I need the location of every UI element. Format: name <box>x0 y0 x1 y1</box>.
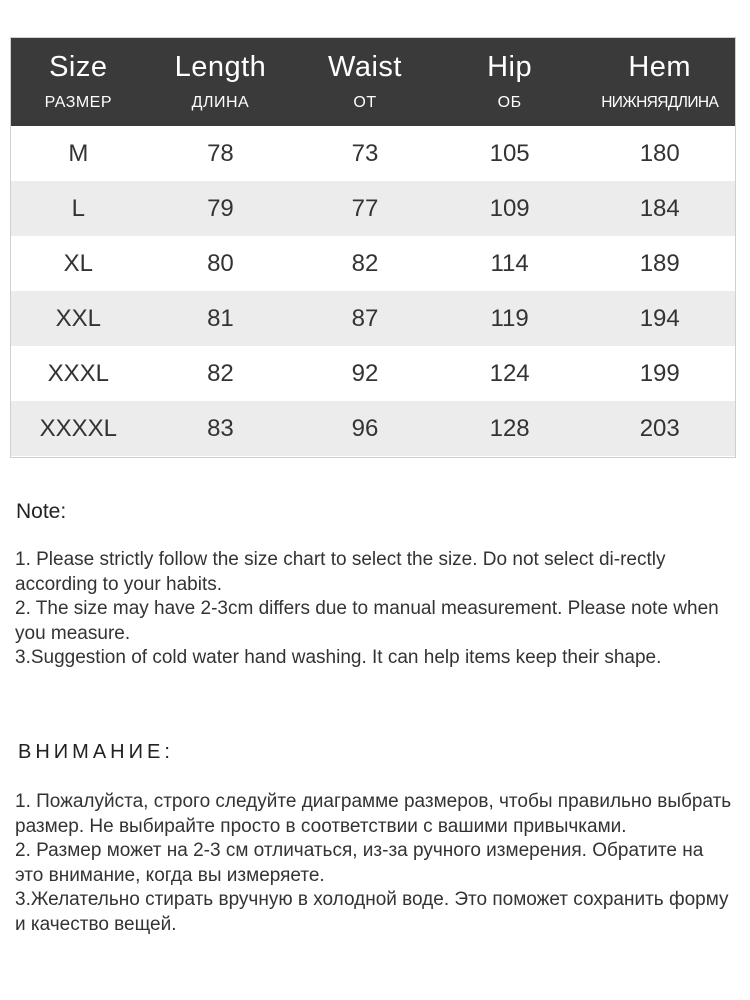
cell-size: L <box>71 195 85 222</box>
cell-size: XXXXL <box>39 415 117 442</box>
header-size <box>11 38 146 126</box>
cell-length: 83 <box>207 415 234 442</box>
table-row <box>11 181 735 236</box>
cell-hip: 109 <box>489 195 530 222</box>
ru-note-item: 2. Размер может на 2-3 см отличаться, из-за ручного измерения. Обратите на это внимание, когда вы измеряете. <box>15 840 704 886</box>
table-row <box>11 291 735 346</box>
cell-hem: 194 <box>639 305 680 332</box>
ru-note-title: ВНИМАНИЕ: <box>18 741 174 763</box>
cell-waist: 96 <box>351 415 379 442</box>
table-row <box>11 401 735 456</box>
cell-size: XXL <box>55 305 101 332</box>
header-hip-subtitle: ОБ <box>497 94 522 111</box>
cell-waist: 77 <box>351 195 379 222</box>
note-item: 2. The size may have 2-3cm differs due to manual measurement. Please note when you measure. <box>15 598 719 644</box>
header-hem <box>584 38 735 126</box>
header-hem-subtitle: НИЖНЯЯДЛИНА <box>601 94 719 111</box>
header-size-subtitle: РАЗМЕР <box>44 94 113 111</box>
cell-hip: 119 <box>490 305 529 332</box>
note-item: 3.Suggestion of cold water hand washing. It can help items keep their shape. <box>15 647 662 668</box>
ru-note-item: 1. Пожалуйста, строго следуйте диаграмме размеров, чтобы правильно выбрать размер. Не выбирайте просто в соответствии с вашими привычками. <box>15 791 732 837</box>
header-hem-title: Hem <box>628 51 692 83</box>
note-list <box>15 548 735 671</box>
cell-waist: 73 <box>351 140 379 167</box>
cell-hip: 105 <box>489 140 530 167</box>
table-row <box>11 346 735 401</box>
cell-hip: 114 <box>490 250 529 277</box>
header-length-subtitle: ДЛИНА <box>191 94 250 111</box>
ru-note-list <box>15 790 735 937</box>
cell-size: XXXL <box>47 360 109 387</box>
cell-waist: 87 <box>351 305 379 332</box>
table-row <box>11 236 735 291</box>
cell-waist: 82 <box>351 250 379 277</box>
cell-length: 81 <box>207 305 234 332</box>
cell-hem: 199 <box>639 360 680 387</box>
header-waist-subtitle: ОТ <box>353 94 377 111</box>
note-title: Note: <box>16 500 67 523</box>
cell-length: 79 <box>207 195 234 222</box>
cell-length: 78 <box>207 140 234 167</box>
header-waist <box>295 38 435 126</box>
cell-hip: 128 <box>489 415 530 442</box>
header-size-title: Size <box>49 51 108 83</box>
header-waist-title: Waist <box>328 51 402 83</box>
cell-size: XL <box>63 250 93 277</box>
cell-length: 80 <box>207 250 234 277</box>
header-hip <box>435 38 585 126</box>
cell-hem: 203 <box>639 415 680 442</box>
cell-hem: 184 <box>639 195 680 222</box>
cell-size: M <box>68 140 89 167</box>
cell-hem: 189 <box>639 250 680 277</box>
note-item: 1. Please strictly follow the size chart to select the size. Do not select di-rectly according to your habits. <box>15 549 666 595</box>
header-length-title: Length <box>174 51 267 83</box>
header-hip-title: Hip <box>487 51 533 83</box>
cell-length: 82 <box>207 360 234 387</box>
ru-note-item: 3.Желательно стирать вручную в холодной воде. Это поможет сохранить форму и качество вещей. <box>15 889 729 935</box>
cell-hem: 180 <box>639 140 680 167</box>
table-header-row <box>11 38 735 126</box>
cell-hip: 124 <box>489 360 530 387</box>
size-chart-table <box>10 37 736 458</box>
table-row <box>11 126 735 181</box>
cell-waist: 92 <box>351 360 379 387</box>
header-length <box>146 38 296 126</box>
